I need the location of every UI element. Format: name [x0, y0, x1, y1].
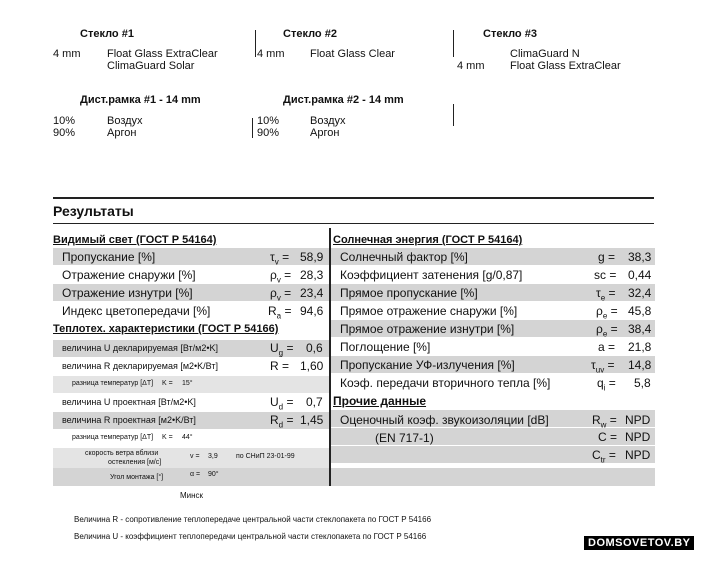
visible-label: Индекс цветопередачи [%]	[62, 304, 211, 318]
glass1-title: Стекло #1	[80, 28, 134, 40]
r-project-label: величина R проектная [м2•K/Вт]	[62, 415, 196, 425]
sound-standard: (EN 717-1)	[375, 431, 434, 445]
r-declared-label: величина R декларируемая [м2•K/Вт]	[62, 361, 218, 371]
solar-value: 38,4	[628, 322, 652, 336]
u-project-value: 0,7	[306, 395, 323, 409]
divider	[255, 30, 256, 57]
u-project-label: величина U проектная [Вт/м2•K]	[62, 397, 196, 407]
solar-symbol: $\tau_{uv}$ =	[591, 358, 615, 375]
solar-value: 38,3	[628, 250, 652, 264]
solar-value: 0,44	[628, 268, 652, 282]
angle-label: Угол монтажа [°]	[110, 474, 164, 481]
visible-label: Отражение снаружи [%]	[62, 268, 196, 282]
temp-diff-value: 44°	[182, 434, 193, 441]
solar-symbol: sc =	[594, 268, 617, 282]
r-project-value: 1,45	[300, 413, 324, 427]
divider	[453, 30, 454, 57]
visible-symbol: $\rho_v$ =	[270, 286, 292, 303]
visible-label: Пропускание [%]	[62, 250, 156, 264]
other-value: NPD	[625, 448, 651, 462]
glass1-line2: ClimaGuard Solar	[107, 60, 195, 72]
visible-symbol: $R_a$ =	[268, 304, 292, 321]
visible-value: 28,3	[300, 268, 324, 282]
u-declared-symbol: $U_g$ =	[270, 341, 294, 358]
spacer2-gas1: Воздух	[310, 115, 346, 127]
other-header: Прочие данные	[333, 394, 427, 408]
other-value: NPD	[625, 430, 651, 444]
spacer1-pct2: 90%	[53, 127, 76, 139]
solar-label: Поглощение [%]	[340, 340, 431, 354]
solar-value: 32,4	[628, 286, 652, 300]
solar-label: Прямое отражение снаружи [%]	[340, 304, 518, 318]
solar-label: Солнечный фактор [%]	[340, 250, 468, 264]
other-symbol: C =	[598, 430, 618, 444]
solar-symbol: a =	[598, 340, 616, 354]
temp-diff-k: K =	[162, 434, 173, 441]
other-value: NPD	[625, 413, 651, 427]
glass3-line1: ClimaGuard N	[510, 48, 580, 60]
spacer2-title: Дист.рамка #2 - 14 mm	[283, 94, 404, 106]
spacer1-title: Дист.рамка #1 - 14 mm	[80, 94, 201, 106]
results-underline	[53, 223, 654, 224]
temp-diff-label: разница температур [ΔT]	[72, 380, 154, 387]
glass3-thickness: 4 mm	[457, 60, 485, 72]
thermal-header: Теплотех. характеристики (ГОСТ Р 54166)	[53, 323, 279, 335]
visible-symbol: $\tau_v$ =	[270, 250, 290, 267]
glass3-title: Стекло #3	[483, 28, 537, 40]
spacer1-pct1: 10%	[53, 115, 76, 127]
spacer1-gas1: Воздух	[107, 115, 143, 127]
row-band	[331, 468, 655, 486]
visible-value: 23,4	[300, 286, 324, 300]
wind-ref: по СНиП 23-01-99	[236, 453, 295, 460]
solar-value: 5,8	[634, 376, 651, 390]
column-divider	[329, 228, 331, 486]
footnote-r: Величина R - сопротивление теплопередаче центральной части стеклопакета по ГОСТ Р 54166	[74, 515, 432, 524]
solar-label: Коэффициент затенения [g/0,87]	[340, 268, 523, 282]
r-declared-symbol: R =	[270, 359, 290, 373]
visible-label: Отражение изнутри [%]	[62, 286, 193, 300]
visible-value: 94,6	[300, 304, 324, 318]
solar-symbol: $\tau_e$ =	[596, 286, 616, 303]
spacer2-gas2: Аргон	[310, 127, 340, 139]
angle-value: 90°	[208, 471, 219, 478]
spacer1-gas2: Аргон	[107, 127, 137, 139]
glass1-thickness: 4 mm	[53, 48, 81, 60]
u-declared-value: 0,6	[306, 341, 323, 355]
solar-label: Прямое отражение изнутри [%]	[340, 322, 515, 336]
solar-value: 45,8	[628, 304, 652, 318]
r-project-symbol: $R_d$ =	[270, 413, 294, 430]
sound-label: Оценочный коэф. звукоизоляции [dB]	[340, 413, 549, 427]
divider	[252, 118, 253, 138]
solar-value: 21,8	[628, 340, 652, 354]
wind-label: скорость ветра вблизи	[85, 450, 159, 457]
glass2-thickness: 4 mm	[257, 48, 285, 60]
city: Минск	[180, 491, 204, 500]
u-declared-label: величина U декларируемая [Вт/м2•K]	[62, 343, 218, 353]
other-symbol: $R_w$ =	[592, 413, 617, 430]
glass3-line2: Float Glass ExtraClear	[510, 60, 621, 72]
solar-label: Прямое пропускание [%]	[340, 286, 478, 300]
wind-v: v =	[190, 453, 200, 460]
temp-diff-value: 15°	[182, 380, 193, 387]
solar-label: Пропускание УФ-излучения [%]	[340, 358, 515, 372]
results-rule	[53, 197, 654, 199]
visible-value: 58,9	[300, 250, 324, 264]
watermark: DOMSOVETOV.BY	[584, 536, 694, 550]
solar-symbol: $\rho_e$ =	[596, 322, 618, 339]
results-title: Результаты	[53, 203, 134, 219]
temp-diff-label: разница температур [ΔT]	[72, 434, 154, 441]
divider	[453, 104, 454, 126]
footnote-u: Величина U - коэффициент теплопередачи центральной части стеклопакета по ГОСТ Р 54166	[74, 532, 427, 541]
solar-symbol: $q_i$ =	[597, 376, 616, 393]
glass1-line1: Float Glass ExtraClear	[107, 48, 218, 60]
solar-value: 14,8	[628, 358, 652, 372]
angle-symbol: α =	[190, 471, 201, 478]
solar-header: Солнечная энергия (ГОСТ Р 54164)	[333, 234, 523, 246]
wind-value: 3,9	[208, 453, 218, 460]
solar-symbol: g =	[598, 250, 616, 264]
u-project-symbol: $U_d$ =	[270, 395, 294, 412]
visible-header: Видимый свет (ГОСТ Р 54164)	[53, 234, 217, 246]
solar-symbol: $\rho_e$ =	[596, 304, 618, 321]
spacer2-pct2: 90%	[257, 127, 280, 139]
other-symbol: $C_{tr}$ =	[592, 448, 616, 465]
temp-diff-k: K =	[162, 380, 173, 387]
glass2-title: Стекло #2	[283, 28, 337, 40]
glass2-line1: Float Glass Clear	[310, 48, 395, 60]
wind-label: остекления [м/с]	[108, 459, 162, 466]
visible-symbol: $\rho_v$ =	[270, 268, 292, 285]
solar-label: Коэф. передачи вторичного тепла [%]	[340, 376, 551, 390]
spacer2-pct1: 10%	[257, 115, 280, 127]
r-declared-value: 1,60	[300, 359, 324, 373]
